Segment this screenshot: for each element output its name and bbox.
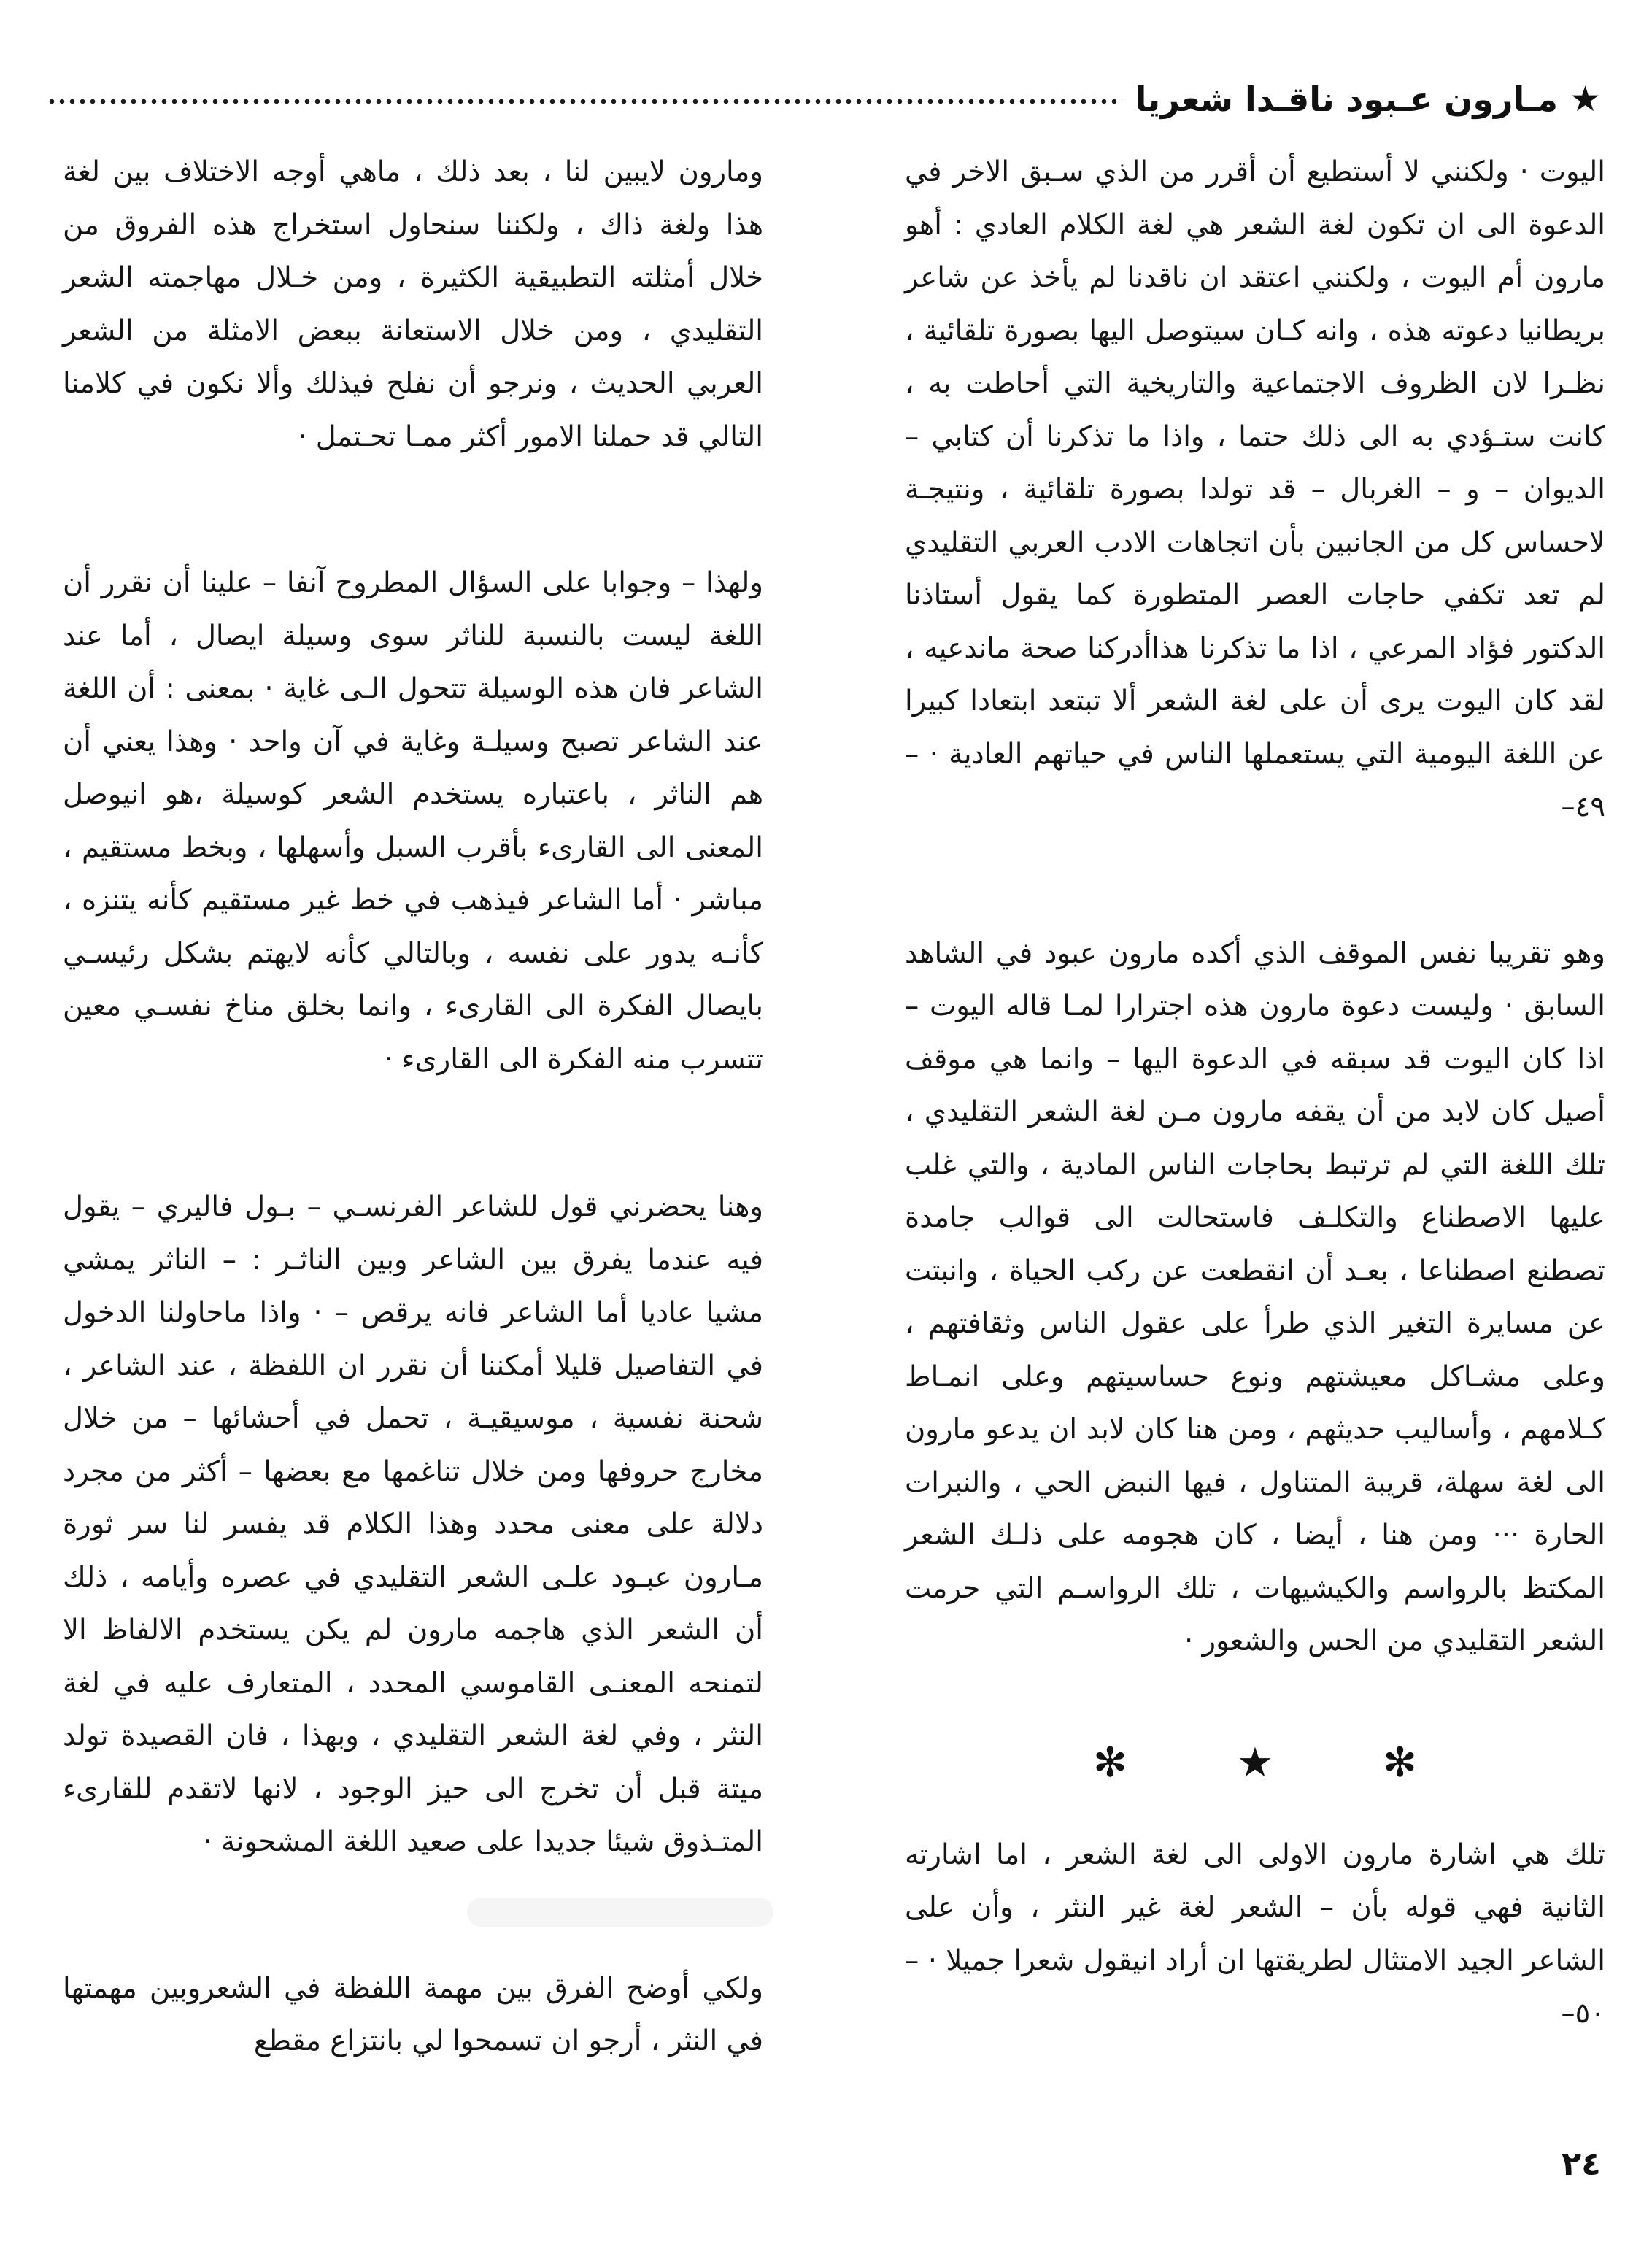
paragraph: اليوت · ولكنني لا أستطيع أن أقرر من الذي سـبق الاخر في الدعوة الى ان تكون لغة الشعر هي لغة الكلام العادي : أهو مارون أم اليوت ، ولكنني اعتقد ان ناقدنا لم يأخذ عن شاعر بريطانيا دعوته هذه ، وانه كـان سيتوصل اليها بصورة تلقائية ، نظـرا لان الظروف الاجتماعية والتاريخية التي أحاطت به ، كانت ستـؤدي به الى ذلك حتما ، واذا ما تذكرنا أن كتابي – الديوان – و – الغربال – قد تولدا بصورة تلقائية ، ونتيجـة لاحساس كل من الجانبين بأن اتجاهات الادب العربي التقليدي لم تعد تكفي حاجات العصر المتطورة كما يقول أستاذنا الدكتور فؤاد المرعي ، اذا ما تذكرنا هذاأدركنا صحة ماندعيه ، لقد كان اليوت يرى أن على لغة الشعر ألا تبتعد ابتعادا كبيرا عن اللغة اليومية التي يستعملها الناس في حياتهم العادية · –٤٩– (905, 155, 1605, 823)
running-header-title: مـارون عـبود ناقـدا شعريا (1135, 80, 1558, 119)
star-icon: ★ (1236, 1738, 1274, 1787)
paragraph: ومارون لايبين لنا ، بعد ذلك ، ماهي أوجه الاختلاف بين لغة هذا ولغة ذاك ، ولكننا سنحاول استخراج هذه الفروق من خلال أمثلته التطبيقية الكثيرة ، ومن خـلال مهاجمته الشعر التقليدي ، ومن خلال الاستعانة ببعض الامثلة من الشعر العربي الحديث ، ونرجو أن نفلح فيذلك وألا نكون في كلامنا التالي قد حملنا الامور أكثر ممـا تحـتمل · (63, 155, 763, 453)
asterisk-icon: ✻ (1092, 1738, 1127, 1787)
section-separator (905, 1727, 1605, 1800)
running-header (47, 70, 1601, 128)
header-dotted-rule (47, 96, 1122, 107)
paragraph: وهنا يحضرني قول للشاعر الفرنسـي – بـول فاليري – يقول فيه عندما يفرق بين الشاعر وبين الناثـر : – الناثر يمشي مشيا عاديا أما الشاعر فانه يرقص – · واذا ماحاولنا الدخول في التفاصيل قليلا أمكننا أن نقرر ان اللفظة ، عند الشاعر ، شحنة نفسية ، موسيقيـة ، تحمل في أحشائها – من خلال مخارج حروفها ومن خلال تناغمها مع بعضها – أكثر من مجرد دلالة على معنى محدد وهذا الكلام قد يفسر لنا سر ثورة مـارون عبـود علـى الشعر التقليدي في عصره وأيامه ، ذلك أن الشعر الذي هاجمه مارون لم يكن يستخدم الالفاظ الا لتمنحه المعنـى القاموسي المحدد ، المتعارف عليه في لغة النثر ، وفي لغة الشعر التقليدي ، وبهذا ، فان القصيدة تولد ميتة قبل أن تخرج الى حيز الوجود ، لانها لاتقدم للقارىء المتـذوق شيئا جديدا على صعيد اللغة المشحونة · (63, 1190, 763, 1858)
print-smudge (467, 1898, 773, 1927)
paragraph: ولكي أوضح الفرق بين مهمة اللفظة في الشعروبين مهمتها في النثر ، أرجو ان تسمحوا لي بانتزاع مقطع (63, 1971, 763, 2057)
asterisk-icon: ✻ (1383, 1738, 1418, 1787)
paragraph: وهو تقريبا نفس الموقف الذي أكده مارون عبود في الشاهد السابق · وليست دعوة مارون هذه اجترارا لمـا قاله اليوت – اذا كان اليوت قد سبقه في الدعوة اليها – وانما هي موقف أصيل كان لابد من أن يقفه مارون مـن لغة الشعر التقليدي ، تلك اللغة التي لم ترتبط بحاجات الناس المادية ، والتي غلب عليها الاصطناع والتكلـف فاستحالت الى قوالب جامدة تصطنع اصطناعا ، بعـد أن انقطعت عن ركب الحياة ، وانبتت عن مسايرة التغير الذي طرأ على عقول الناس وثقافتهم ، وعلى مشـاكل معيشتهم ونوع حساسيتهم وعلى انمـاط كـلامهم ، وأساليب حديثهم ، ومن هنا كان لابد ان يدعو مارون الى لغة سهلة، قريبة المتناول ، فيها النبض الحي ، والنبرات الحارة ··· ومن هنا ، أيضا ، كان هجومه على ذلـك الشعر المكتظ بالرواسم والكيشيهات ، تلك الرواسـم التي حرمت الشعر التقليدي من الحس والشعور · (905, 936, 1605, 1657)
page-number: ٢٤ (1562, 2146, 1601, 2183)
left-column (63, 146, 763, 2068)
right-column (905, 146, 1605, 2041)
paragraph: تلك هي اشارة مارون الاولى الى لغة الشعر ، اما اشارته الثانية فهي قوله بأن – الشعر لغة غير النثر ، وأن على الشاعر الجيد الامتثال لطريقتها ان أراد انيقول شعرا جميلا · –٥٠– (905, 1838, 1605, 2030)
paragraph: ولهذا – وجوابا على السؤال المطروح آنفا – علينا أن نقرر أن اللغة ليست بالنسبة للناثر سوى وسيلة ايصال ، أما عند الشاعر فان هذه الوسيلة تتحول الـى غاية · بمعنى : أن اللغة عند الشاعر تصبح وسيلـة وغاية في آن واحد · وهذا يعني أن هم الناثر ، باعتباره يستخدم الشعر كوسيلة ،هو انيوصل المعنى الى القارىء بأقرب السبل وأسهلها ، وبخط مستقيم ، مباشر · أما الشاعر فيذهب في خط غير مستقيم كأنه يتنزه ، كأنـه يدور على نفسه ، وبالتالي كأنه لايهتم بشكل رئيسـي بايصال الفكرة الى القارىء ، وانما بخلق مناخ نفسـي معين تتسرب منه الفكرة الى القارىء · (63, 566, 763, 1076)
star-icon: ★ (1569, 79, 1601, 120)
